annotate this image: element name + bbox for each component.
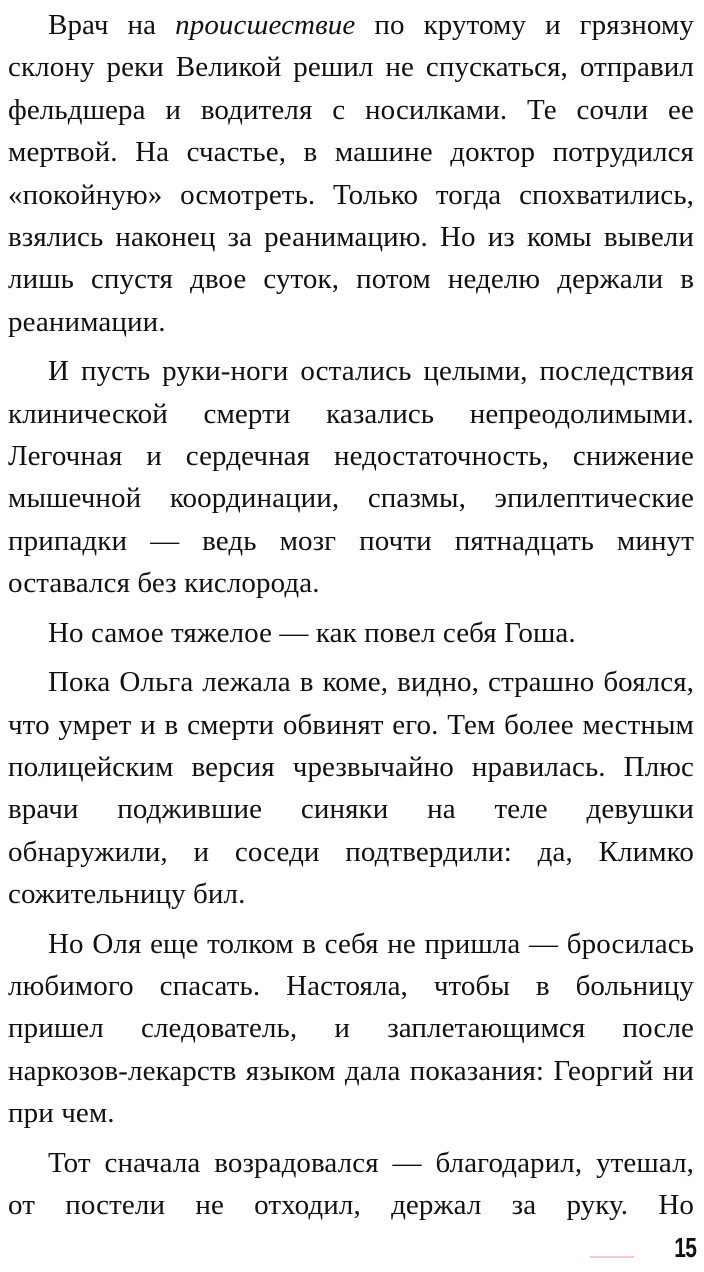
paragraph-1-start: Врач на [48, 9, 176, 41]
emphasized-word: происшествие [175, 9, 356, 41]
paragraph-2: И пусть руки-ноги остались целыми, последствия клинической смерти казались непреодолимыми. Легочная и сердечная недостаточность, снижение мышечной координации, спазмы, эпилептические припадки — ведь мозг почти пятнадцать минут оставался без кислорода. [8, 355, 694, 600]
paragraph-4: Пока Ольга лежала в коме, видно, страшно боялся, что умрет и в смерти обвинят его. Тем более местным полицейским версия чрезвычайно нравилась. Плюс врачи поджившие синяки на теле девушки обнаружили, и соседи подтвердили: да, Климко сожительницу бил. [8, 666, 694, 911]
paragraph-5: Но Оля еще толком в себя не пришла — бросилась любимого спасать. Настояла, чтобы в больницу пришел следователь, и заплетающимся после наркозов-лекарств языком дала показания: Георгий ни при чем. [8, 927, 694, 1130]
print-mark [590, 1256, 634, 1258]
page-number: 15 [674, 1232, 696, 1263]
paragraph-6: Тот сначала возрадовался — благодарил, утешал, от постели не отходил, держал за руку. Но [8, 1146, 694, 1221]
paragraph-1-rest: по крутому и грязному склону реки Великой решил не спускаться, отправил фельдшера и водителя с носилками. Те сочли ее мертвой. На счастье, в машине доктор потрудился «покойную» осмотреть. Только тогда спохватились, взялись наконец за реанимацию. Но из комы вывели лишь спустя двое суток, потом неделю держали в реанимации. [8, 9, 694, 338]
paragraph-1 [8, 4, 694, 343]
paragraph-3: Но самое тяжелое — как повел себя Гоша. [48, 616, 576, 649]
